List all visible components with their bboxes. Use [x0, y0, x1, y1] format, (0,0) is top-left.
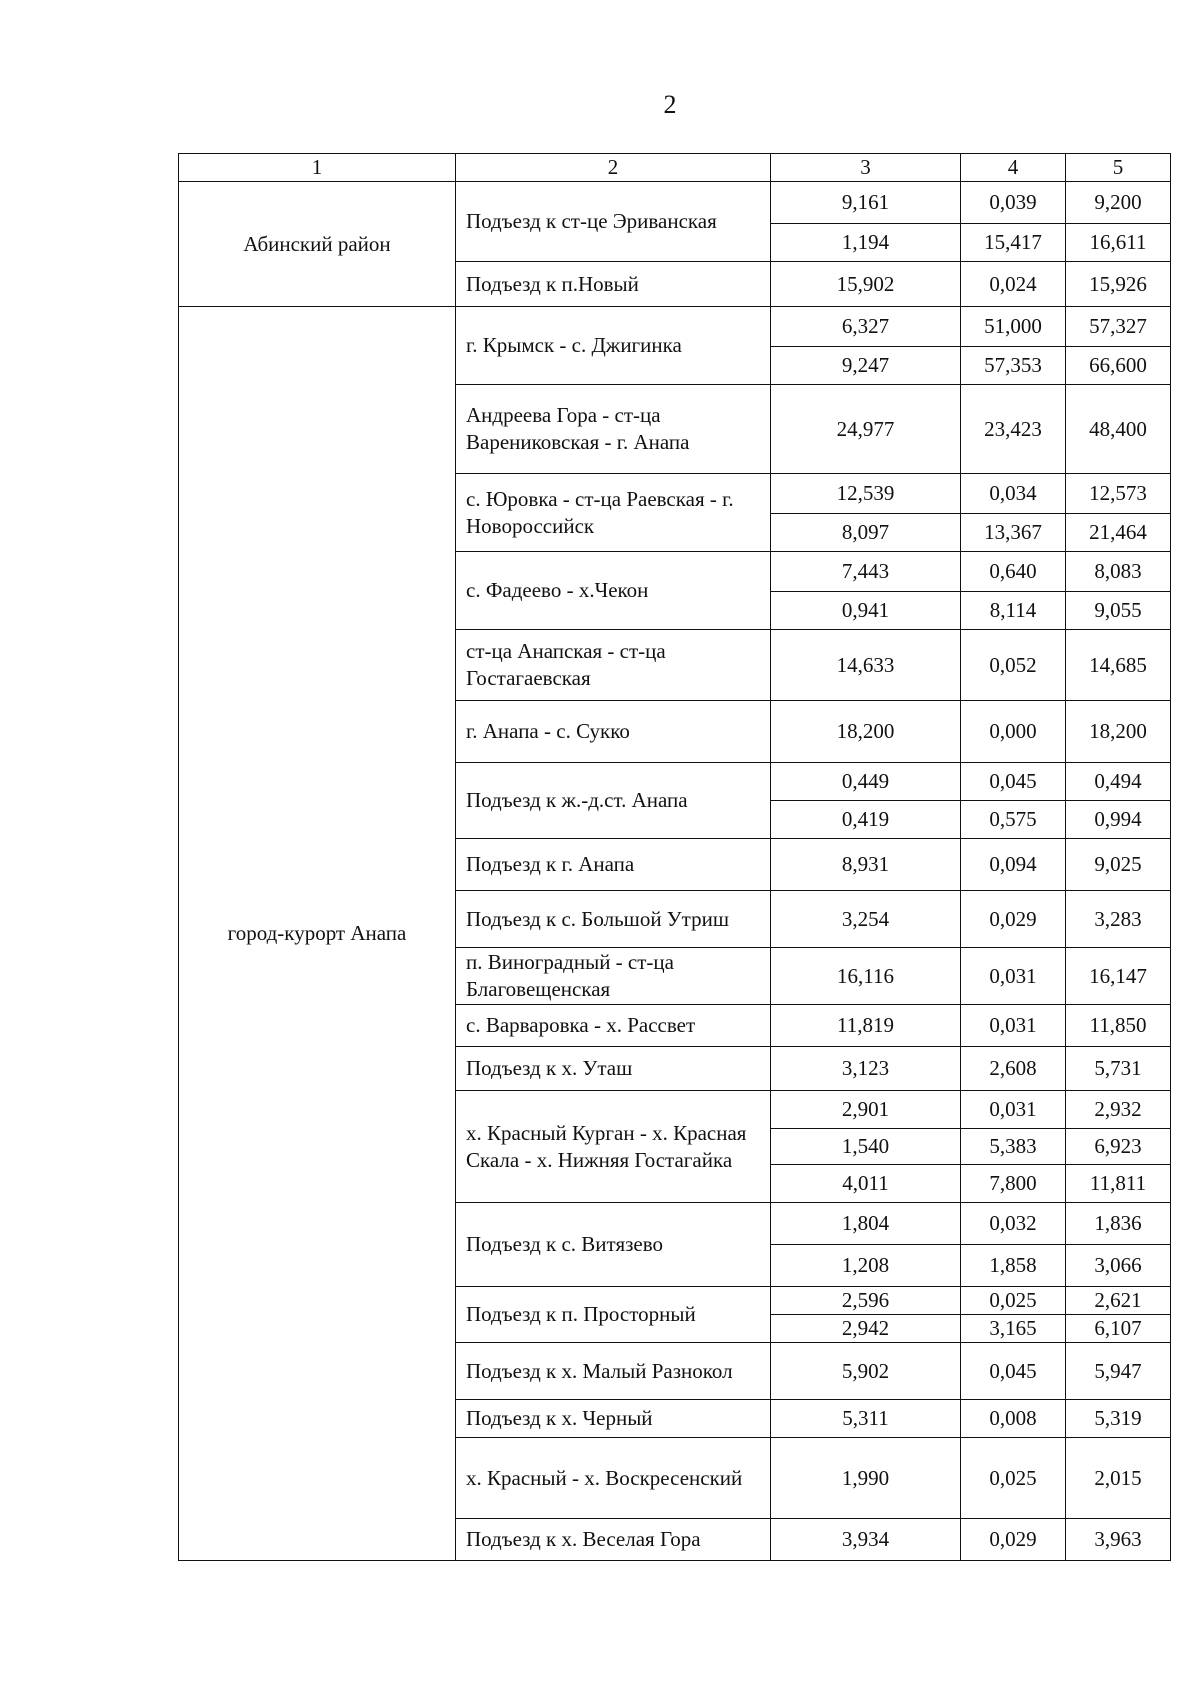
value-col-3: 18,200 [771, 701, 961, 763]
value-col-3: 2,942 [771, 1315, 961, 1343]
value-col-4: 0,031 [961, 1005, 1066, 1047]
road-name: Подъезд к с. Витязево [456, 1203, 771, 1287]
value-col-3: 24,977 [771, 385, 961, 474]
value-col-5: 57,327 [1066, 307, 1171, 347]
value-col-5: 0,494 [1066, 763, 1171, 801]
header-col-2: 2 [456, 154, 771, 182]
value-col-4: 1,858 [961, 1245, 1066, 1287]
road-name: п. Виноградный - ст-ца Благовещенская [456, 948, 771, 1005]
value-col-4: 0,008 [961, 1400, 1066, 1438]
value-col-4: 57,353 [961, 347, 1066, 385]
value-col-3: 14,633 [771, 630, 961, 701]
road-name: Подъезд к х. Веселая Гора [456, 1519, 771, 1561]
value-col-3: 15,902 [771, 262, 961, 307]
page-number: 2 [663, 90, 677, 119]
value-col-5: 11,811 [1066, 1165, 1171, 1203]
value-col-3: 3,254 [771, 891, 961, 948]
value-col-5: 6,107 [1066, 1315, 1171, 1343]
road-name: с. Фадеево - х.Чекон [456, 552, 771, 630]
roads-table-body [179, 154, 1171, 1561]
road-name: с. Варваровка - х. Рассвет [456, 1005, 771, 1047]
value-col-3: 5,902 [771, 1343, 961, 1400]
road-name: г. Анапа - с. Сукко [456, 701, 771, 763]
value-col-4: 15,417 [961, 224, 1066, 262]
table-header-row [179, 154, 1171, 182]
value-col-5: 5,319 [1066, 1400, 1171, 1438]
value-col-5: 5,731 [1066, 1047, 1171, 1091]
road-name: Подъезд к п. Просторный [456, 1287, 771, 1343]
table-row [179, 182, 1171, 224]
road-name: Подъезд к г. Анапа [456, 839, 771, 891]
value-col-4: 0,640 [961, 552, 1066, 592]
value-col-4: 13,367 [961, 514, 1066, 552]
value-col-4: 0,000 [961, 701, 1066, 763]
value-col-4: 0,031 [961, 1091, 1066, 1129]
value-col-4: 7,800 [961, 1165, 1066, 1203]
value-col-5: 1,836 [1066, 1203, 1171, 1245]
road-name: Подъезд к х. Малый Разнокол [456, 1343, 771, 1400]
value-col-3: 3,123 [771, 1047, 961, 1091]
value-col-4: 8,114 [961, 592, 1066, 630]
value-col-5: 16,147 [1066, 948, 1171, 1005]
value-col-5: 14,685 [1066, 630, 1171, 701]
value-col-5: 2,015 [1066, 1438, 1171, 1519]
header-col-5: 5 [1066, 154, 1171, 182]
value-col-4: 0,025 [961, 1287, 1066, 1315]
road-name: Подъезд к х. Черный [456, 1400, 771, 1438]
value-col-4: 0,039 [961, 182, 1066, 224]
header-col-4: 4 [961, 154, 1066, 182]
value-col-4: 0,034 [961, 474, 1066, 514]
value-col-5: 16,611 [1066, 224, 1171, 262]
value-col-3: 8,931 [771, 839, 961, 891]
value-col-5: 2,932 [1066, 1091, 1171, 1129]
value-col-4: 3,165 [961, 1315, 1066, 1343]
value-col-3: 0,941 [771, 592, 961, 630]
value-col-3: 1,208 [771, 1245, 961, 1287]
value-col-3: 12,539 [771, 474, 961, 514]
value-col-5: 9,200 [1066, 182, 1171, 224]
value-col-5: 2,621 [1066, 1287, 1171, 1315]
road-name: Подъезд к п.Новый [456, 262, 771, 307]
value-col-5: 9,055 [1066, 592, 1171, 630]
value-col-5: 66,600 [1066, 347, 1171, 385]
region-name: город-курорт Анапа [179, 307, 456, 1561]
value-col-3: 2,901 [771, 1091, 961, 1129]
road-name: Подъезд к ж.-д.ст. Анапа [456, 763, 771, 839]
value-col-3: 8,097 [771, 514, 961, 552]
value-col-5: 48,400 [1066, 385, 1171, 474]
value-col-3: 9,161 [771, 182, 961, 224]
value-col-4: 0,025 [961, 1438, 1066, 1519]
value-col-5: 12,573 [1066, 474, 1171, 514]
value-col-5: 6,923 [1066, 1129, 1171, 1165]
value-col-4: 0,024 [961, 262, 1066, 307]
value-col-3: 1,540 [771, 1129, 961, 1165]
value-col-5: 5,947 [1066, 1343, 1171, 1400]
value-col-4: 23,423 [961, 385, 1066, 474]
value-col-4: 5,383 [961, 1129, 1066, 1165]
road-name: г. Крымск - с. Джигинка [456, 307, 771, 385]
value-col-3: 0,419 [771, 801, 961, 839]
value-col-3: 2,596 [771, 1287, 961, 1315]
road-name: Подъезд к с. Большой Утриш [456, 891, 771, 948]
value-col-5: 11,850 [1066, 1005, 1171, 1047]
value-col-4: 0,031 [961, 948, 1066, 1005]
road-name: ст-ца Анапская - ст-ца Гостагаевская [456, 630, 771, 701]
value-col-3: 5,311 [771, 1400, 961, 1438]
value-col-5: 18,200 [1066, 701, 1171, 763]
table-row [179, 307, 1171, 347]
value-col-5: 15,926 [1066, 262, 1171, 307]
value-col-3: 16,116 [771, 948, 961, 1005]
value-col-3: 1,804 [771, 1203, 961, 1245]
value-col-3: 7,443 [771, 552, 961, 592]
value-col-5: 8,083 [1066, 552, 1171, 592]
road-name: с. Юровка - ст-ца Раевская - г. Новороссийск [456, 474, 771, 552]
value-col-4: 2,608 [961, 1047, 1066, 1091]
value-col-5: 0,994 [1066, 801, 1171, 839]
value-col-5: 3,963 [1066, 1519, 1171, 1561]
value-col-3: 1,990 [771, 1438, 961, 1519]
value-col-5: 21,464 [1066, 514, 1171, 552]
value-col-4: 0,029 [961, 891, 1066, 948]
header-col-1: 1 [179, 154, 456, 182]
value-col-4: 0,032 [961, 1203, 1066, 1245]
value-col-5: 3,066 [1066, 1245, 1171, 1287]
road-name: х. Красный - х. Воскресенский [456, 1438, 771, 1519]
value-col-4: 0,045 [961, 763, 1066, 801]
roads-table [178, 153, 1171, 1561]
value-col-4: 0,575 [961, 801, 1066, 839]
value-col-3: 1,194 [771, 224, 961, 262]
value-col-3: 9,247 [771, 347, 961, 385]
value-col-4: 51,000 [961, 307, 1066, 347]
value-col-4: 0,052 [961, 630, 1066, 701]
region-name: Абинский район [179, 182, 456, 307]
value-col-3: 0,449 [771, 763, 961, 801]
road-name: Подъезд к ст-це Эриванская [456, 182, 771, 262]
road-name: х. Красный Курган - х. Красная Скала - х. Нижняя Гостагайка [456, 1091, 771, 1203]
value-col-3: 4,011 [771, 1165, 961, 1203]
road-name: Андреева Гора - ст-ца Варениковская - г. Анапа [456, 385, 771, 474]
value-col-5: 9,025 [1066, 839, 1171, 891]
value-col-4: 0,029 [961, 1519, 1066, 1561]
value-col-3: 3,934 [771, 1519, 961, 1561]
road-name: Подъезд к х. Уташ [456, 1047, 771, 1091]
header-col-3: 3 [771, 154, 961, 182]
value-col-4: 0,094 [961, 839, 1066, 891]
value-col-3: 11,819 [771, 1005, 961, 1047]
value-col-5: 3,283 [1066, 891, 1171, 948]
value-col-3: 6,327 [771, 307, 961, 347]
value-col-4: 0,045 [961, 1343, 1066, 1400]
